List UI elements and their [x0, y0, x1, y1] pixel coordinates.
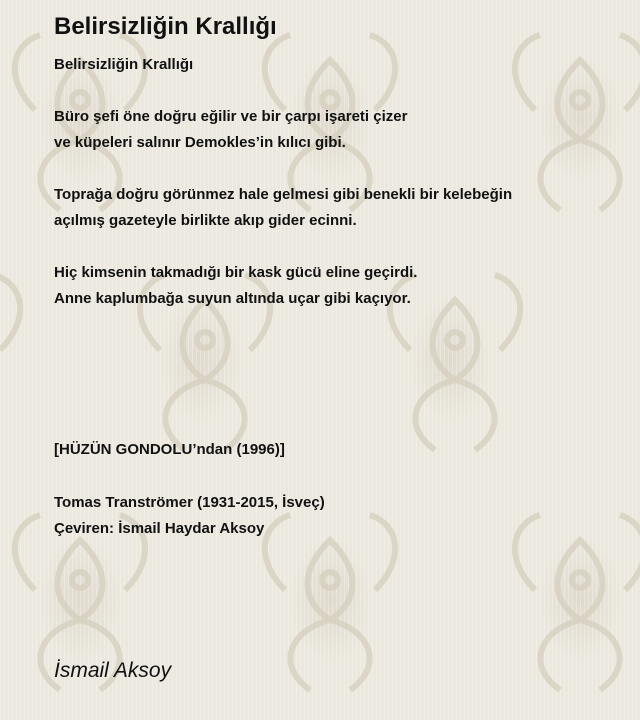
author-signature: İsmail Aksoy [54, 659, 172, 682]
poem-line: ve küpeleri salınır Demokles’in kılıcı gibi. [54, 134, 346, 151]
poem-line: Toprağa doğru görünmez hale gelmesi gibi benekli bir kelebeğin [54, 186, 513, 203]
source-note: [HÜZÜN GONDOLU’ndan (1996)] [54, 441, 285, 458]
poem-subtitle: Belirsizliğin Krallığı [54, 56, 194, 73]
page-title: Belirsizliğin Krallığı [54, 13, 277, 40]
poem-line: Hiç kimsenin takmadığı bir kask gücü eline geçirdi. [54, 264, 418, 281]
poem-line: Büro şefi öne doğru eğilir ve bir çarpı işareti çizer [54, 108, 408, 125]
poem-line: Anne kaplumbağa suyun altında uçar gibi kaçıyor. [54, 290, 411, 307]
poem-line: açılmış gazeteyle birlikte akıp gider ecinni. [54, 212, 357, 229]
author-credit: Tomas Tranströmer (1931-2015, İsveç) [54, 494, 325, 511]
translator-credit: Çeviren: İsmail Haydar Aksoy [54, 520, 265, 537]
